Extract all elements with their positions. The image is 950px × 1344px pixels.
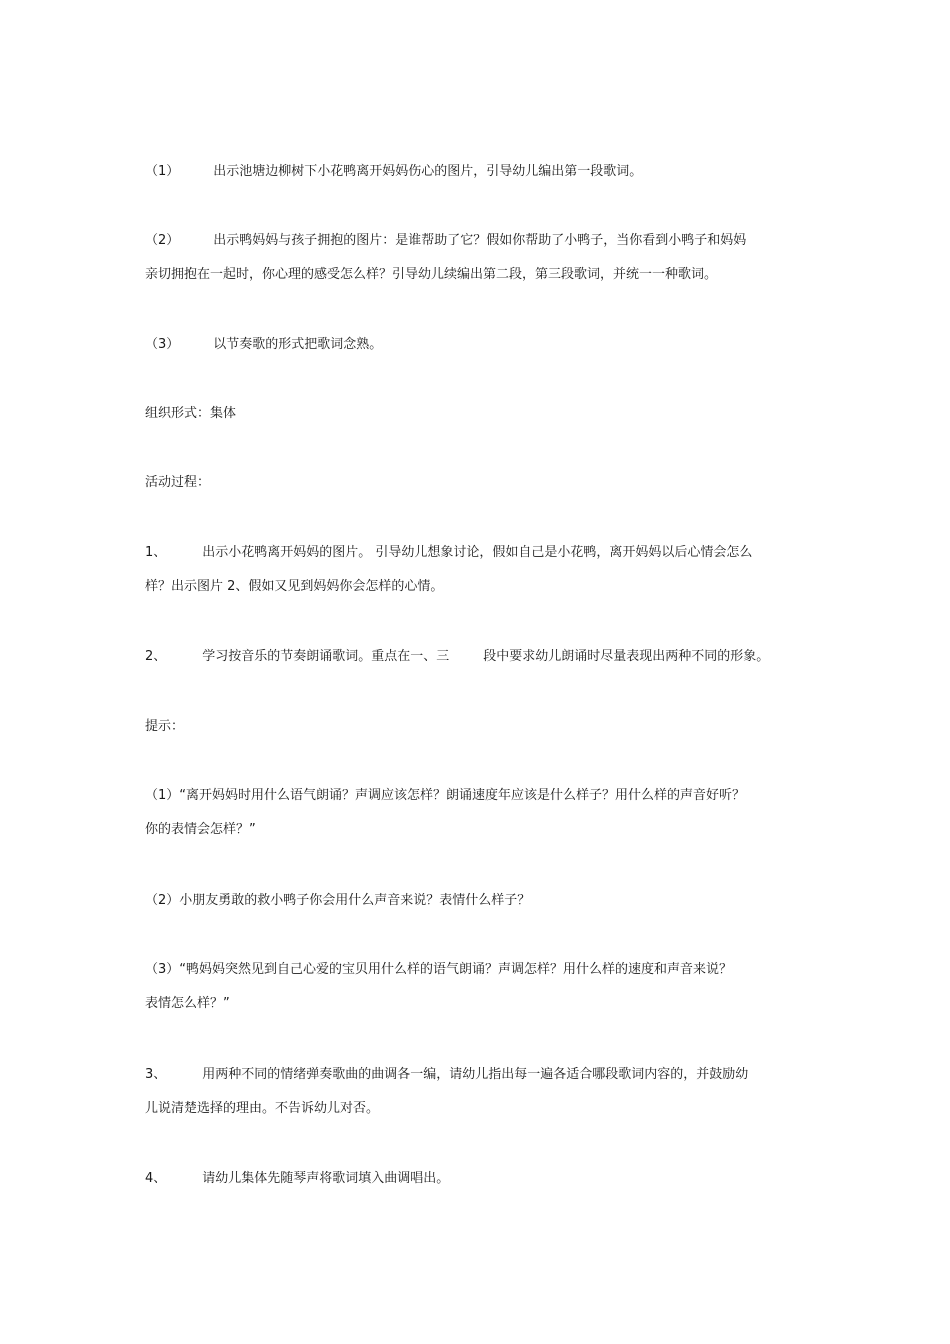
hint-3 — [145, 953, 825, 1021]
paragraph-text: 用两种不同的情绪弹奏歌曲的曲调各一编，请幼儿指出每一遍各适合哪段歌词内容的，并鼓励幼 — [202, 1067, 749, 1082]
paragraph-text: 提示： — [145, 719, 185, 734]
hint-2 — [145, 884, 825, 918]
organization-form — [145, 397, 825, 431]
paragraph-text: 以节奏歌的形式把歌词念熟。 — [213, 337, 383, 352]
process-step-2 — [145, 640, 825, 674]
paragraph-text: 出示小花鸭离开妈妈的图片。 引导幼儿想象讨论，假如自己是小花鸭，离开妈妈以后心情会怎么 — [202, 545, 753, 560]
paragraph-continuation: 儿说清楚选择的理由。不告诉幼儿对否。 — [145, 1101, 380, 1116]
item-number: （2） — [145, 233, 180, 248]
item-number: 3、 — [145, 1067, 167, 1082]
item-number: （3） — [145, 337, 180, 352]
paragraph-text-b: 段中要求幼儿朗诵时尽量表现出两种不同的形象。 — [483, 649, 770, 664]
paragraph-text: 组织形式：集体 — [145, 406, 237, 421]
item-number: 2、 — [145, 649, 167, 664]
paragraph-text: 活动过程： — [145, 475, 211, 490]
process-step-3 — [145, 1058, 825, 1126]
paragraph-text: （3）“鸭妈妈突然见到自己心爱的宝贝用什么样的语气朗诵？声调怎样？用什么样的速度和声音来说？ — [145, 962, 733, 977]
paragraph-continuation: 样？出示图片 2、假如又见到妈妈你会怎样的心情。 — [145, 579, 444, 594]
item-number: 1、 — [145, 545, 167, 560]
process-step-1 — [145, 536, 825, 604]
paragraph-text: 请幼儿集体先随琴声将歌词填入曲调唱出。 — [202, 1171, 450, 1186]
paragraph-continuation: 亲切拥抱在一起时，你心理的感受怎么样？引导幼儿续编出第二段，第三段歌词，并统一一种歌词。 — [145, 267, 718, 282]
process-step-4 — [145, 1162, 825, 1196]
paragraph-text: 出示鸭妈妈与孩子拥抱的图片：是谁帮助了它？假如你帮助了小鸭子，当你看到小鸭子和妈妈 — [213, 233, 747, 248]
activity-process-heading — [145, 466, 825, 500]
paragraph-step-3 — [145, 328, 825, 362]
hint-1 — [145, 779, 825, 847]
item-number: （1） — [145, 164, 180, 179]
item-number: 4、 — [145, 1171, 167, 1186]
hints-heading — [145, 710, 825, 744]
paragraph-text: 出示池塘边柳树下小花鸭离开妈妈伤心的图片，引导幼儿编出第一段歌词。 — [213, 164, 643, 179]
paragraph-continuation: 表情怎么样？” — [145, 996, 230, 1011]
paragraph-continuation: 你的表情会怎样？” — [145, 822, 256, 837]
paragraph-text: （2）小朋友勇敢的救小鸭子你会用什么声音来说？表情什么样子？ — [145, 893, 531, 908]
paragraph-text: （1）“离开妈妈时用什么语气朗诵？声调应该怎样？朗诵速度年应该是什么样子？用什么样的声音好听？ — [145, 788, 746, 803]
paragraph-step-1 — [145, 155, 825, 189]
paragraph-step-2 — [145, 224, 825, 292]
paragraph-text: 学习按音乐的节奏朗诵歌词。重点在一、三 — [202, 649, 450, 664]
